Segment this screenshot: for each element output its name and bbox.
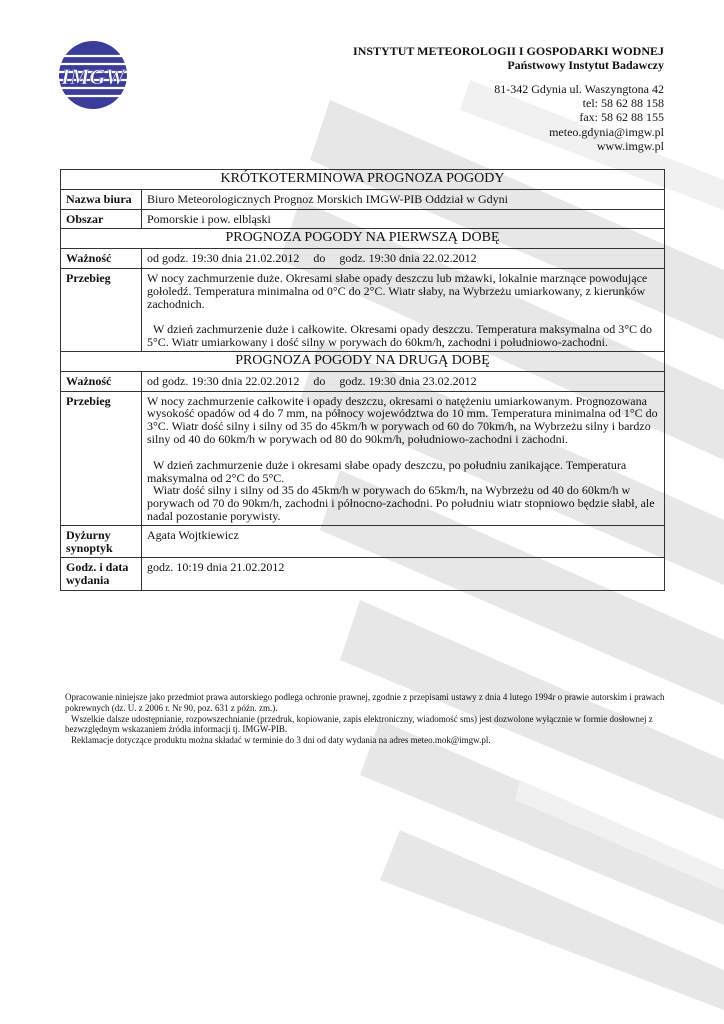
phone-line: tel: 58 62 88 158 [582,96,664,111]
logo-text: IMGW [61,64,125,89]
contact-block [494,82,664,153]
day1-heading: PROGNOZA POGODY NA PIERWSZĄ DOBĘ [61,229,665,249]
day2-course-label: Przebieg [61,391,142,525]
footer-distribution: Wszelkie dalsze udostępnianie, rozpowszechnianie (przedruk, kopiowanie, zapis elektroniczny, wiadomość sms) jest dozwolone wyłącznie w formie dosłownej z bezwzględnym wskazaniem źródła informacji tj. IMGW-PIB. [65,713,653,735]
day1-validity-do: do [313,251,326,266]
email-link[interactable]: meteo.gdynia@imgw.pl [549,124,664,139]
day1-night-text: W nocy zachmurzenie duże. Okresami słabe opady deszczu lub mżawki, lokalnie marznące powodujące gołoledź. Temperatura minimalna od 0°C do 2°C. Wiatr słaby, na Wybrzeżu umiarkowany, z kierunków zachodnich. [147,270,648,311]
area-label: Obszar [61,209,142,229]
day2-validity-label: Ważność [61,371,142,391]
institute-name: INSTYTUT METEOROLOGII I GOSPODARKI WODNEJ [353,44,664,58]
day2-validity [142,371,665,391]
day2-validity-to: godz. 19:30 dnia 23.02.2012 [339,373,477,388]
fax-line: fax: 58 62 88 155 [579,110,664,125]
area-value: Pomorskie i pow. elbląski [142,209,665,229]
institute-header [353,44,664,72]
website-link[interactable]: www.imgw.pl [596,138,664,153]
office-value: Biuro Meteorologicznych Prognoz Morskich IMGW-PIB Oddział w Gdyni [142,189,665,209]
footer-copyright: Opracowanie niniejsze jako przedmiot prawa autorskiego podlega ochronie prawnej, zgodnie z przepisami ustawy z dnia 4 lutego 1994r o prawie autorskim i prawach pokrewnych (dz. U. z 2006 r. Nr 90, poz. 631 z późn. zm.). [65,692,665,713]
day1-course [142,268,665,351]
issued-value: godz. 10:19 dnia 21.02.2012 [142,558,665,591]
footer-complaints: Reklamacje dotyczące produktu można składać w terminie do 3 dni od daty wydania na adres meteo.mok@imgw.pl. [71,735,491,746]
office-label: Nazwa biura [61,189,142,209]
day2-course [142,391,665,525]
issued-label: Godz. i data wydania [61,558,142,591]
address-line: 81-342 Gdynia ul. Waszyngtona 42 [494,82,664,96]
duty-value: Agata Wojtkiewicz [142,525,665,558]
day2-day-text-a: W dzień zachmurzenie duże i okresami słabe opady deszczu, po południu zanikające. Temperatura maksymalna od 2°C do 5°C. [147,457,627,485]
institute-subtitle: Państwowy Instytut Badawczy [507,58,664,72]
day1-validity [142,249,665,269]
day2-validity-do: do [313,373,326,388]
duty-label: Dyżurny synoptyk [61,525,142,558]
imgw-logo [58,40,128,110]
day1-day-text: W dzień zachmurzenie duże i całkowite. Okresami opady deszczu. Temperatura maksymalna od 3°C do 5°C. Wiatr umiarkowany i dość silny w porywach do 60km/h, zachodni i południowo-zachodni. [147,322,652,350]
day2-night-text: W nocy zachmurzenie całkowite i opady deszczu, okresami o natężeniu umiarkowanym. Prognozowana wysokość opadów od 4 do 7 mm, na północy województwa do 10 mm. Temperatura minimalna od 1°C do 3°C. Wiatr dość silny i silny od 35 do 45km/h w porywach od 60 do 70km/h, na Wybrzeżu silny i bardzo silny od 40 do 60km/h w porywach od 80 do 90km/h, południowo-zachodni i zachodni. [147,393,658,446]
forecast-table [60,169,665,591]
copyright-footer [65,692,665,746]
day2-validity-from: od godz. 19:30 dnia 22.02.2012 [147,373,300,388]
top-band [0,0,724,40]
forecast-title: KRÓTKOTERMINOWA PROGNOZA POGODY [61,170,665,190]
day1-course-label: Przebieg [61,268,142,351]
day2-day-text-b: Wiatr dość silny i silny od 35 do 45km/h w porywach do 65km/h, na Wybrzeżu od 40 do 60km/h w porywach od 70 do 90km/h, zachodni i północno-zachodni. Po południu wiatr stopniowo będzie słabł, ale nadal pozostanie porywisty. [147,483,655,523]
day1-validity-to: godz. 19:30 dnia 22.02.2012 [339,251,477,266]
day1-validity-label: Ważność [61,249,142,269]
day2-heading: PROGNOZA POGODY NA DRUGĄ DOBĘ [61,351,665,371]
day1-validity-from: od godz. 19:30 dnia 21.02.2012 [147,251,300,266]
